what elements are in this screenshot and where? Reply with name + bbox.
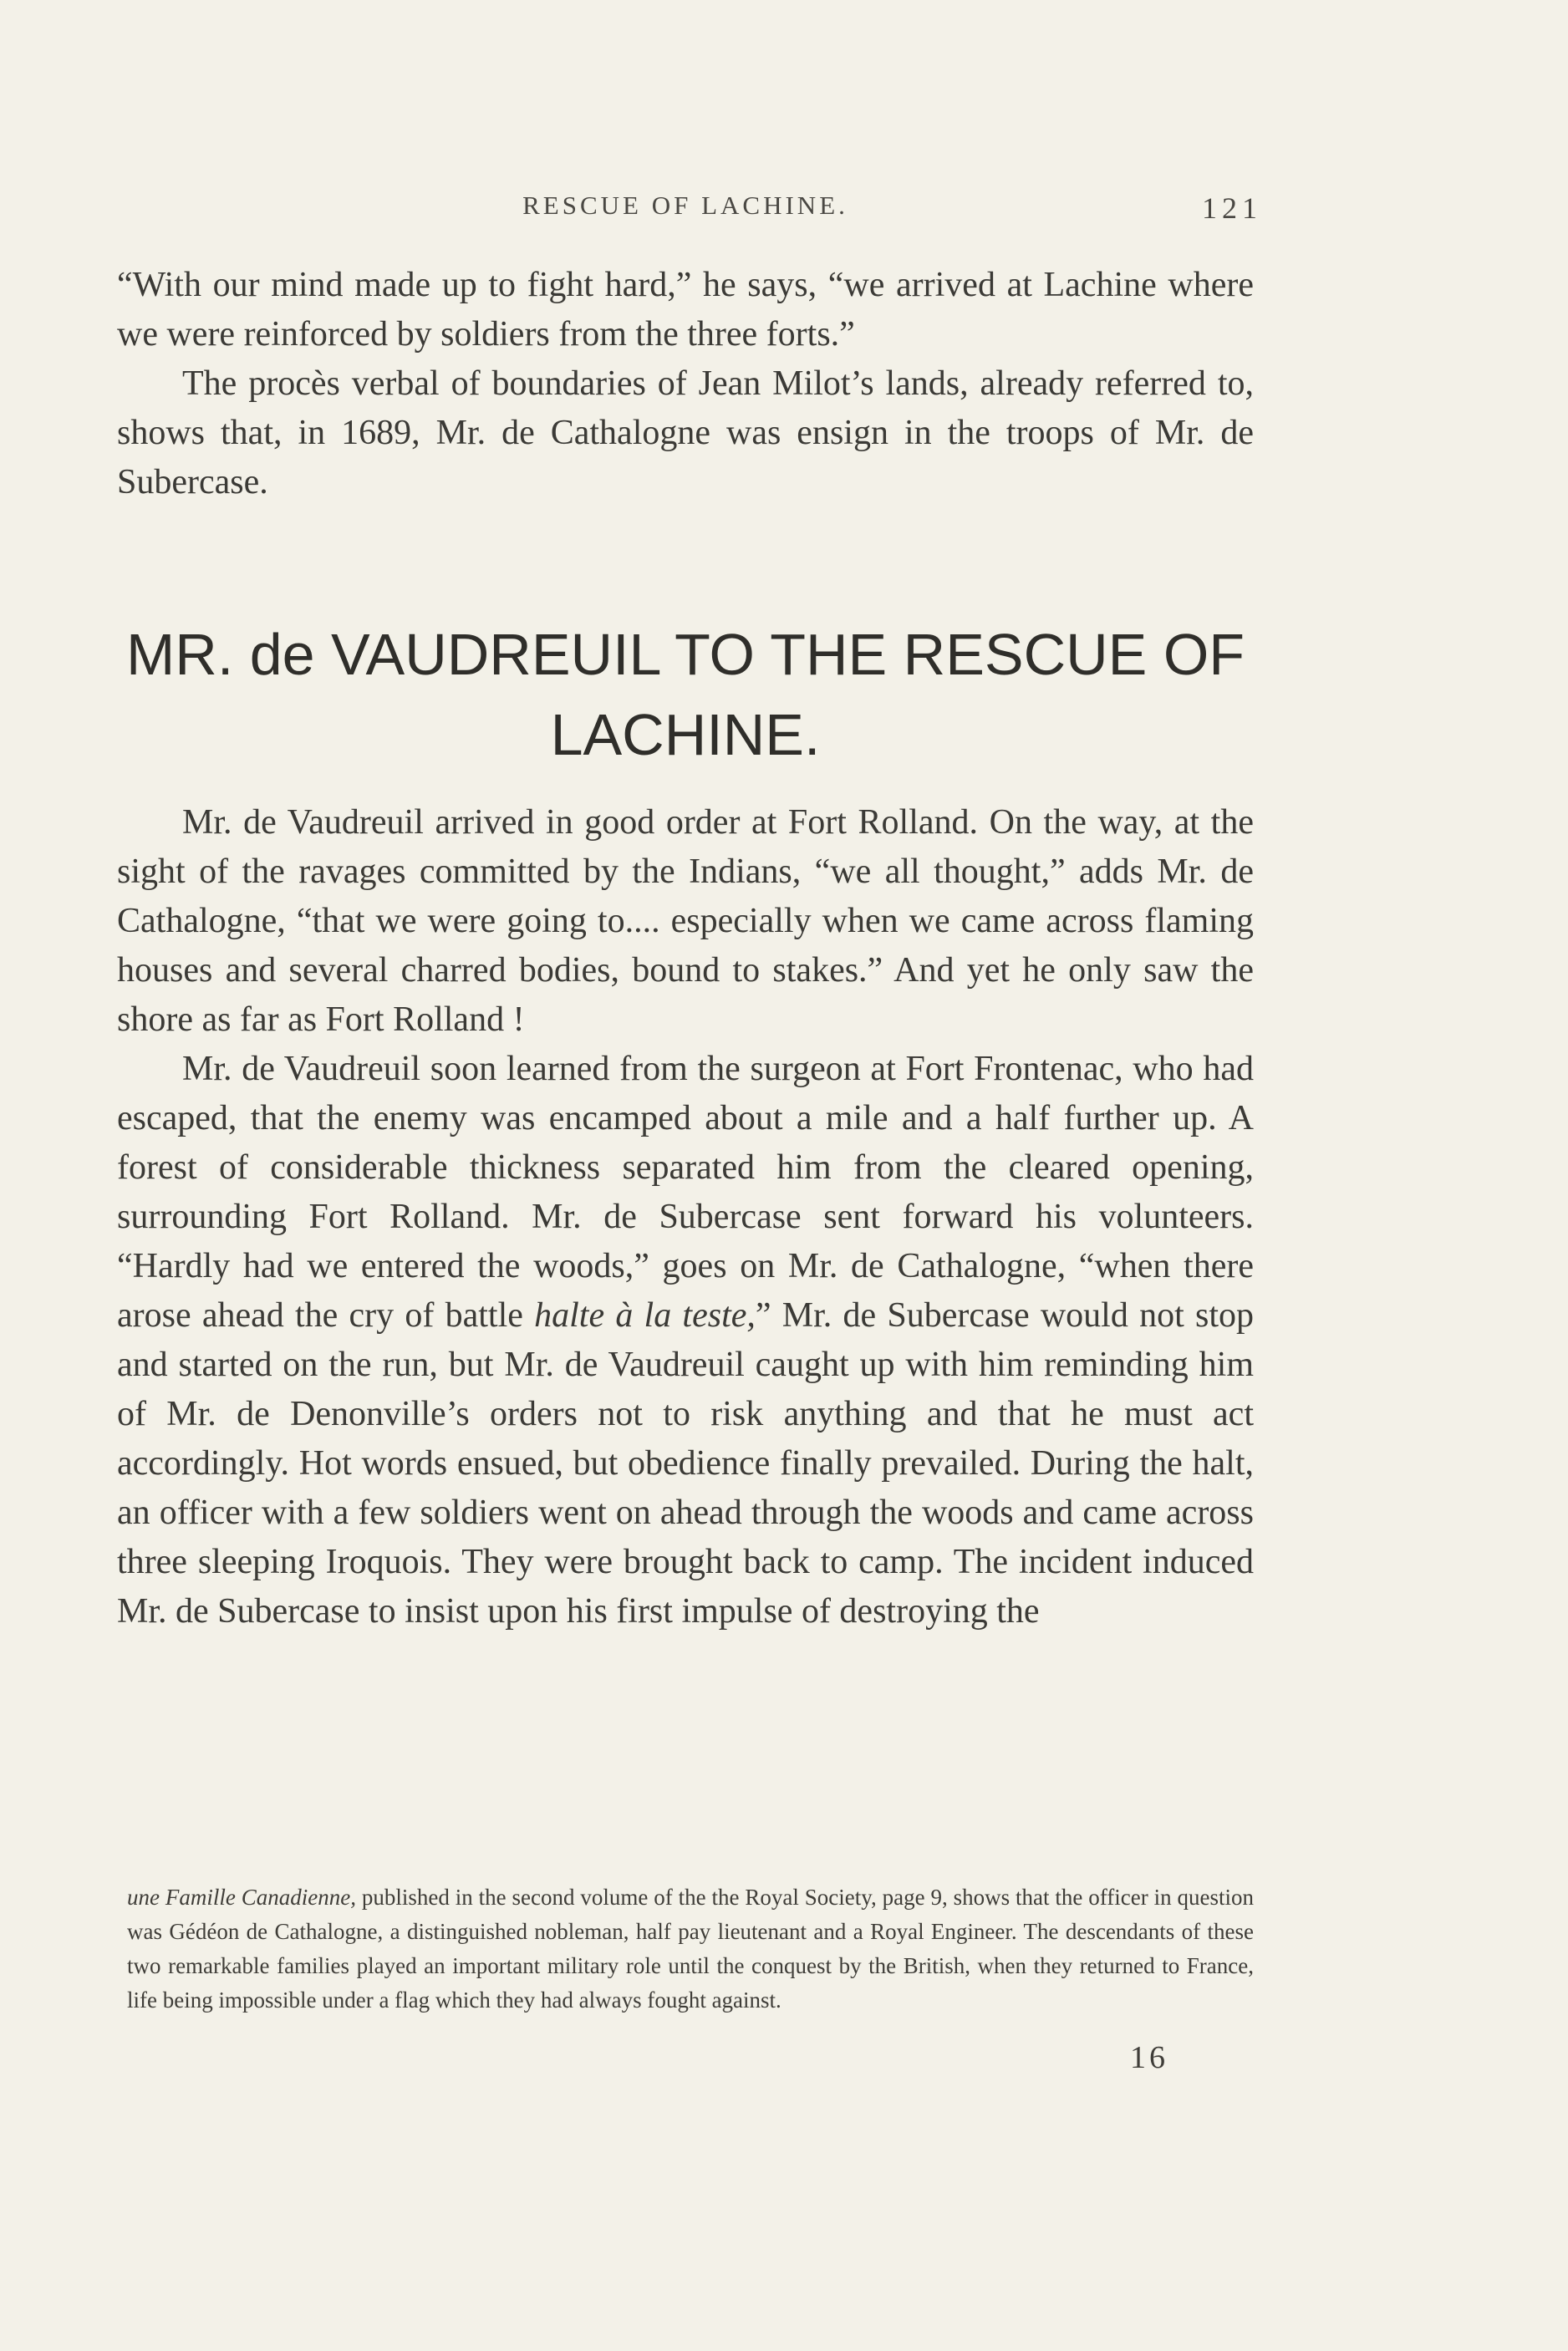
battle-cry-italic: halte à la teste, <box>534 1296 756 1335</box>
page-number: 121 <box>1202 191 1262 225</box>
section-heading: MR. de VAUDREUIL TO THE RESCUE OF LACHINE. <box>125 622 1245 767</box>
paragraph-surgeon-part-2: ” Mr. de Subercase would not stop and started on the run, but Mr. de Vaudreuil caught up with him reminding him of Mr. de Denonville’s orders not to risk anything and that he must act accordingly. Hot words ensued, but obedience finally prevailed. During the halt, an officer with a few soldiers went on ahead through the woods and came across three sleeping Iroquois. They were brought back to camp. The incident induced Mr. de Subercase to insist upon his first impulse of destroying the <box>117 1296 1254 1631</box>
footnote-text: published in the second volume of the the Royal Society, page 9, shows that the officer in question was Gédéon de Cathalogne, a distinguished nobleman, half pay lieutenant and a Royal Engineer. The descendants of these two remarkable families played an important military role until the conquest by the British, when they returned to France, life being impossible under a flag which they had always fought against. <box>127 1885 1254 2013</box>
paragraph-proces-verbal: The procès verbal of boundaries of Jean Milot’s lands, already referred to, shows that, in 1689, Mr. de Cathalogne was ensign in the troops of Mr. de Subercase. <box>117 364 1254 501</box>
body-text-top <box>117 261 1254 507</box>
paragraph-arrival: Mr. de Vaudreuil arrived in good order at Fort Rolland. On the way, at the sight of the ravages committed by the Indians, “we all thought,” adds Mr. de Cathalogne, “that we were going to.... especially when we came across flaming houses and several charred bodies, bound to stakes.” And yet he only saw the shore as far as Fort Rolland ! <box>117 803 1254 1039</box>
paragraph-quote: “With our mind made up to fight hard,” he says, “we arrived at Lachine where we were reinforced by soldiers from the three forts.” <box>117 266 1254 354</box>
footnote-italic-title: une Famille Canadienne, <box>127 1885 356 1910</box>
running-header <box>117 191 1262 232</box>
body-text-main <box>117 798 1254 1636</box>
running-title: RESCUE OF LACHINE. <box>522 191 848 220</box>
footnote <box>127 1880 1254 2018</box>
signature-mark: 16 <box>1130 2040 1168 2075</box>
paragraph-surgeon <box>117 1045 1254 1636</box>
paragraph-surgeon-part-1: Mr. de Vaudreuil soon learned from the surgeon at Fort Frontenac, who had escaped, that the enemy was encamped about a mile and a half further up. A forest of considerable thickness separated him from the cleared opening, surrounding Fort Rolland. Mr. de Subercase sent forward his volunteers. “Hardly had we entered the woods,” goes on Mr. de Cathalogne, “when there arose ahead the cry of battle <box>117 1050 1254 1335</box>
